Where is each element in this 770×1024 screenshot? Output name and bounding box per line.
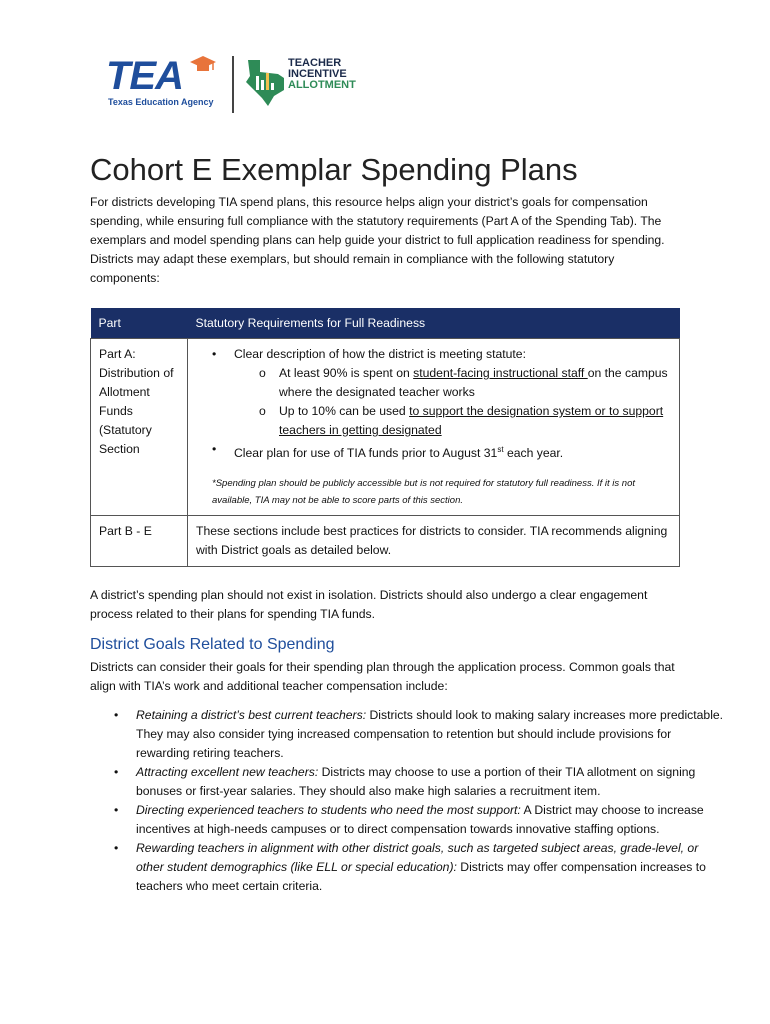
table-header-row	[91, 308, 680, 339]
goal-lead: Rewarding teachers in alignment with other district goals, such as targeted subject areas, grade-level, or other student demographics (like ELL or special education):	[136, 841, 699, 874]
tia-logo	[244, 56, 384, 112]
list-item	[136, 839, 726, 896]
bullet2-post: each year.	[503, 446, 564, 461]
tia-logo-line3: ALLOTMENT	[288, 79, 356, 91]
list-item	[234, 345, 671, 440]
goal-text: Districts may choose to use a portion of their TIA allotment on signing bonuses or first-year salaries. They should also make high salaries a recruitment item.	[136, 765, 696, 798]
tea-logo-subtitle: Texas Education Agency	[108, 97, 214, 107]
goal-lead: Directing experienced teachers to students who need the most support:	[136, 803, 521, 817]
tia-logo-line1: TEACHER	[288, 57, 342, 69]
header-part: Part	[91, 308, 188, 339]
tia-logo-text	[288, 58, 356, 91]
part-b-text: These sections include best practices for districts to consider. TIA recommends aligning with District goals as detailed below.	[188, 516, 680, 567]
table-row-part-a	[91, 339, 680, 516]
texas-map-icon	[244, 56, 286, 108]
graduation-cap-icon	[190, 56, 216, 74]
sub1-post: on the campus where the designated teacher works	[279, 366, 668, 399]
section-heading: District Goals Related to Spending	[90, 636, 335, 653]
engagement-paragraph: A district’s spending plan should not exist in isolation. Districts should also undergo a clear engagement process related to their plans for spending TIA funds.	[90, 588, 648, 621]
sub1-pre: At least 90% is spent on	[279, 366, 414, 380]
list-item	[136, 706, 726, 763]
spending-plan-note: *Spending plan should be publicly accessible but is not required for statutory full readiness. If it is not available, TIA may not be able to score parts of this section.	[212, 478, 635, 507]
goal-lead: Attracting excellent new teachers:	[136, 765, 319, 779]
sub-list	[234, 364, 671, 440]
requirements-table	[90, 308, 680, 567]
list-item	[136, 763, 726, 801]
goal-lead: Retaining a district’s best current teachers:	[136, 708, 367, 722]
goal-text: Districts should look to making salary increases more predictable. They may also consider tying increased compensation to retention but should include provisions for rewarding retiring teachers.	[136, 708, 724, 760]
list-item	[136, 801, 726, 839]
part-a-requirements	[188, 339, 680, 516]
list-item	[279, 402, 671, 440]
list-item	[234, 440, 671, 463]
header-logos	[106, 50, 406, 120]
bullet1-text: Clear description of how the district is meeting statute:	[234, 347, 526, 361]
tea-logo	[106, 54, 228, 110]
part-a-label: Part A: Distribution of Allotment Funds (Statutory Section	[91, 339, 188, 516]
logo-divider	[232, 56, 234, 113]
tea-logo-text: TEA	[106, 54, 183, 98]
goal-text: A District may choose to increase incentives at high-needs campuses or to direct compensation towards innovative staffing options.	[136, 803, 704, 836]
intro-paragraph: For districts developing TIA spend plans, this resource helps align your district’s goals for compensation spending, while ensuring full compliance with the statutory requirements (Part A of the Spending Tab). The exemplars and model spending plans can help guide your district to full application readiness for spending. Districts may adapt these exemplars, but should remain in compliance with the following statutory components:	[90, 195, 665, 285]
sub2-pre: Up to 10% can be used	[279, 404, 410, 418]
requirements-list	[196, 345, 671, 463]
bullet2-sup: st	[497, 445, 504, 454]
goals-intro-paragraph: Districts can consider their goals for their spending plan through the application process. Common goals that align with TIA’s work and additional teacher compensation include:	[90, 660, 675, 693]
tia-logo-line2: INCENTIVE	[288, 68, 347, 80]
bullet2-pre: Clear plan for use of TIA funds prior to August 31	[234, 446, 498, 461]
sub1-underlined: student-facing instructional staff	[413, 366, 588, 380]
list-item	[279, 364, 671, 402]
header-requirements: Statutory Requirements for Full Readiness	[188, 308, 680, 339]
goal-text: Districts may offer compensation increases to teachers who meet certain criteria.	[136, 860, 706, 893]
goals-list	[90, 706, 726, 896]
sub2-underlined: to support the designation system or to support teachers in getting designated	[279, 404, 664, 437]
table-row-part-b	[91, 516, 680, 567]
part-b-label: Part B - E	[91, 516, 188, 567]
page-title: Cohort E Exemplar Spending Plans	[90, 152, 578, 187]
